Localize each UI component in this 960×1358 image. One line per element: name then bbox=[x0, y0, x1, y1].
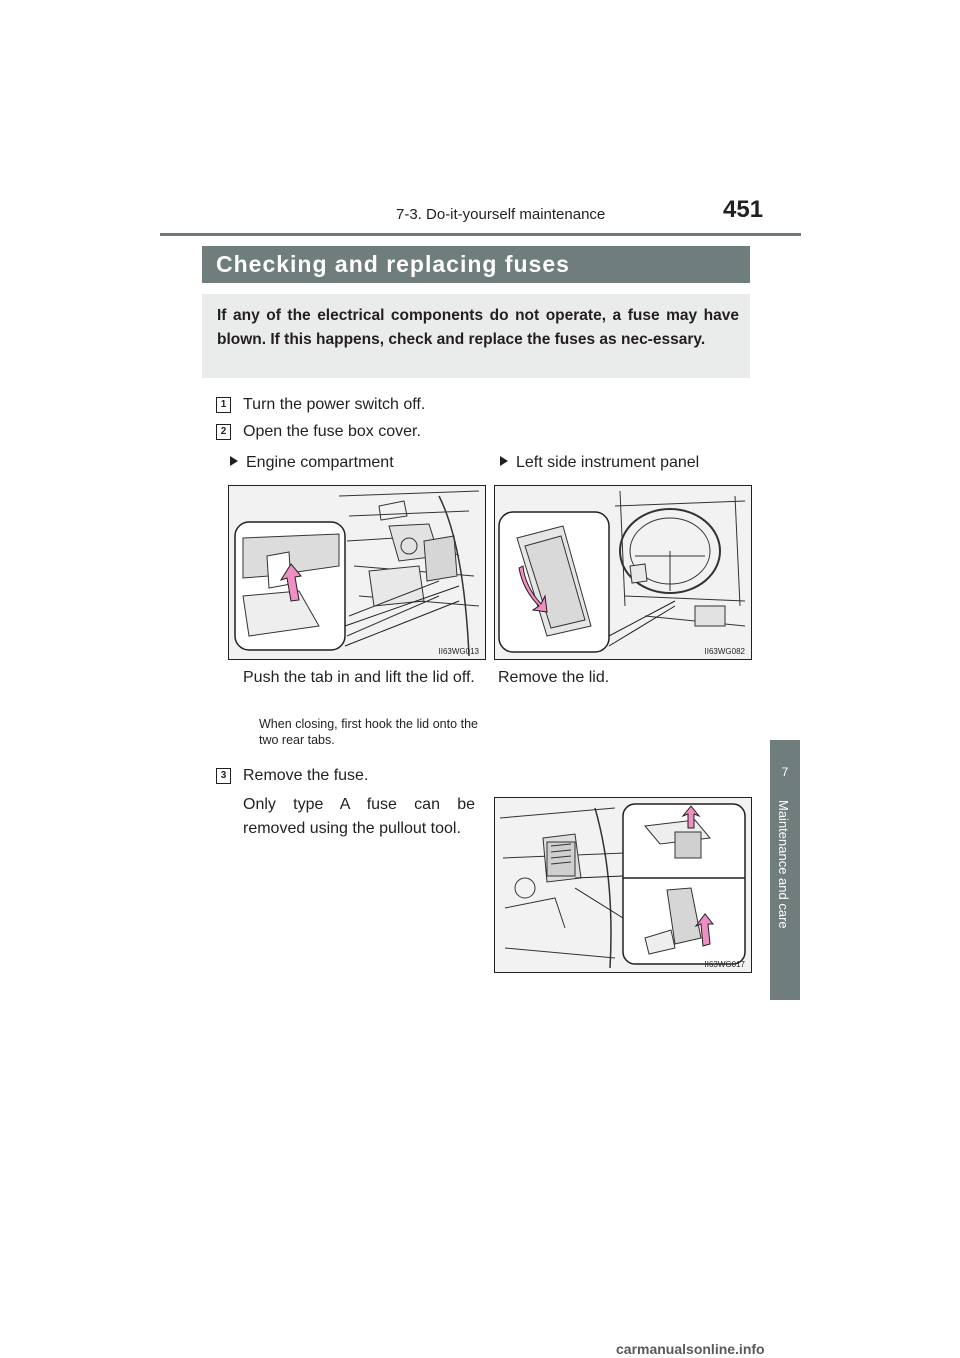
step-text-2: Open the fuse box cover. bbox=[243, 423, 421, 440]
engine-compartment-figure bbox=[228, 485, 486, 660]
header-section: 7-3. Do-it-yourself maintenance bbox=[396, 206, 606, 223]
fuse-removal-illustration bbox=[495, 798, 751, 972]
chapter-number: 7 bbox=[781, 765, 789, 779]
step-number-2: 2 bbox=[216, 424, 231, 440]
step-text-3: Remove the fuse. bbox=[243, 767, 369, 784]
instrument-panel-illustration bbox=[495, 486, 751, 659]
fuse-removal-figure bbox=[494, 797, 752, 973]
step-text-1: Turn the power switch off. bbox=[243, 396, 426, 413]
page-number: 451 bbox=[723, 196, 764, 223]
watermark: carmanualsonline.info bbox=[616, 1341, 765, 1357]
figure-code-engine: II63WG013 bbox=[438, 647, 479, 656]
figure-code-fuse: II63WG017 bbox=[704, 960, 745, 969]
section-title-bar bbox=[202, 246, 750, 283]
triangle-bullet-icon bbox=[230, 456, 238, 466]
engine-instruction: Push the tab in and lift the lid off. bbox=[243, 669, 475, 686]
header-rule bbox=[160, 233, 801, 236]
chapter-label: Maintenance and care bbox=[776, 800, 791, 929]
panel-instruction: Remove the lid. bbox=[498, 669, 610, 686]
engine-closing-note: When closing, first hook the lid onto the two rear tabs. bbox=[259, 717, 478, 747]
engine-compartment-illustration bbox=[229, 486, 485, 659]
figure-code-panel: II63WG082 bbox=[704, 647, 745, 656]
triangle-bullet-icon bbox=[500, 456, 508, 466]
step-number-3: 3 bbox=[216, 768, 231, 784]
intro-box bbox=[202, 294, 750, 378]
chapter-side-tab bbox=[770, 740, 800, 1000]
fuse-removal-text: Only type A fuse can be removed using the pullout tool. bbox=[243, 796, 475, 837]
section-title: Checking and replacing fuses bbox=[216, 251, 570, 277]
instrument-panel-figure bbox=[494, 485, 752, 660]
instrument-panel-heading: Left side instrument panel bbox=[500, 454, 699, 472]
step-number-1: 1 bbox=[216, 397, 231, 413]
engine-compartment-heading: Engine compartment bbox=[230, 454, 394, 472]
intro-text: If any of the electrical components do not operate, a fuse may have blown. If this happens, check and replace the fuses as nec-essary. bbox=[217, 307, 739, 348]
